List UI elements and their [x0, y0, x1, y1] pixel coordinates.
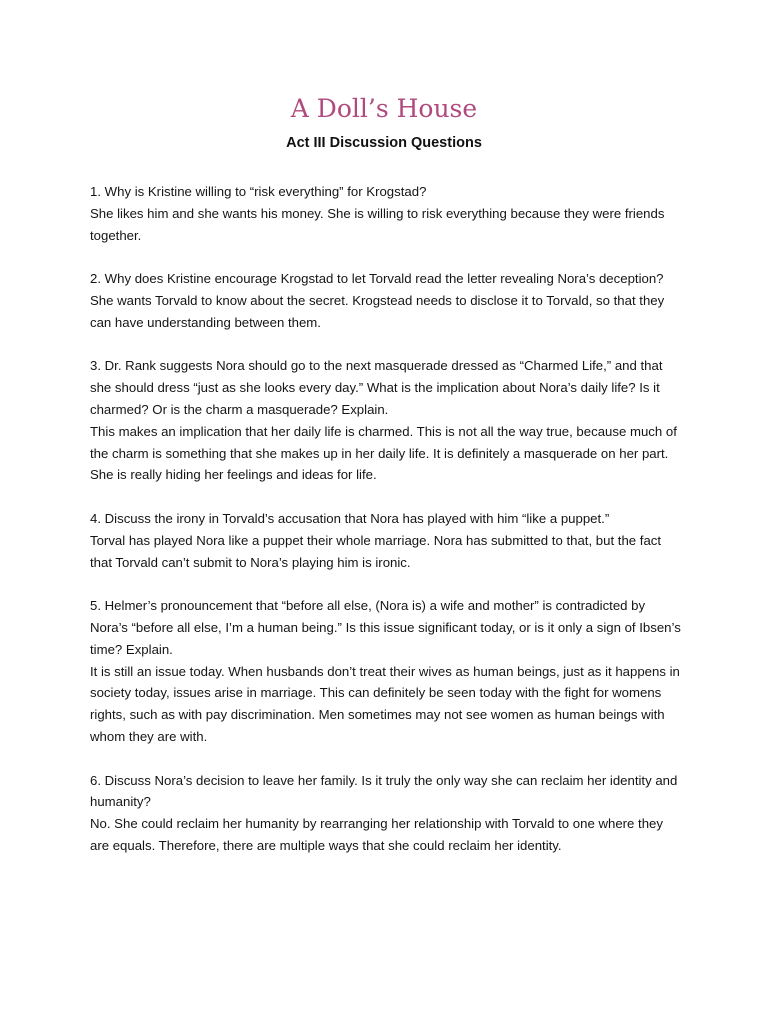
answer-text: Torval has played Nora like a puppet their whole marriage. Nora has submitted to that, but the fact that Torvald can’t submit to Nora’s playing him is ironic. — [90, 532, 662, 570]
question-text: 4. Discuss the irony in Torvald’s accusation that Nora has played with him “like a puppet.” — [90, 510, 610, 526]
question-item-5 — [90, 595, 684, 748]
question-item-1 — [90, 181, 684, 246]
question-text: 5. Helmer’s pronouncement that “before all else, (Nora is) a wife and mother” is contradicted by Nora’s “before all else, I’m a human being.” Is this issue significant today, or is it only a sign of Ibsen’s time? Explain. — [90, 598, 681, 657]
answer-text: This makes an implication that her daily life is charmed. This is not all the way true, because much of the charm is something that she makes up in her daily life. It is definitely a masquerade on her part. She is really hiding her feelings and ideas for life. — [90, 423, 677, 483]
answer-text: She likes him and she wants his money. She is willing to risk everything because they were friends together. — [90, 205, 665, 243]
questions-list — [90, 181, 684, 879]
question-item-3 — [90, 355, 684, 486]
question-text: 3. Dr. Rank suggests Nora should go to the next masquerade dressed as “Charmed Life,” and that she should dress “just as she looks every day.” What is the implication about Nora’s daily life? Is it charmed? Or is the charm a masquerade? Explain. — [90, 358, 663, 417]
document-title: A Doll’s House — [290, 94, 478, 123]
question-item-6 — [90, 770, 684, 857]
question-text: 2. Why does Kristine encourage Krogstad to let Torvald read the letter revealing Nora’s deception? — [90, 271, 664, 287]
answer-text: She wants Torvald to know about the secret. Krogstead needs to disclose it to Torvald, so that they can have understanding between them. — [90, 292, 665, 330]
document-subtitle: Act III Discussion Questions — [286, 135, 482, 151]
question-text: 1. Why is Kristine willing to “risk everything” for Krogstad? — [90, 184, 427, 199]
answer-text: No. She could reclaim her humanity by rearranging her relationship with Torvald to one where they are equals. Therefore, there are multiple ways that she could reclaim her identity. — [90, 816, 663, 853]
question-item-2 — [90, 268, 684, 333]
answer-text: It is still an issue today. When husbands don’t treat their wives as human beings, just as it happens in society today, issues arise in marriage. This can definitely be seen today with the fight for womens rights, such as with pay discrimination. Men sometimes may not see women as human beings with whom they are with. — [90, 663, 680, 744]
question-text: 6. Discuss Nora’s decision to leave her family. Is it truly the only way she can reclaim her identity and humanity? — [90, 772, 678, 810]
question-item-4 — [90, 508, 684, 573]
